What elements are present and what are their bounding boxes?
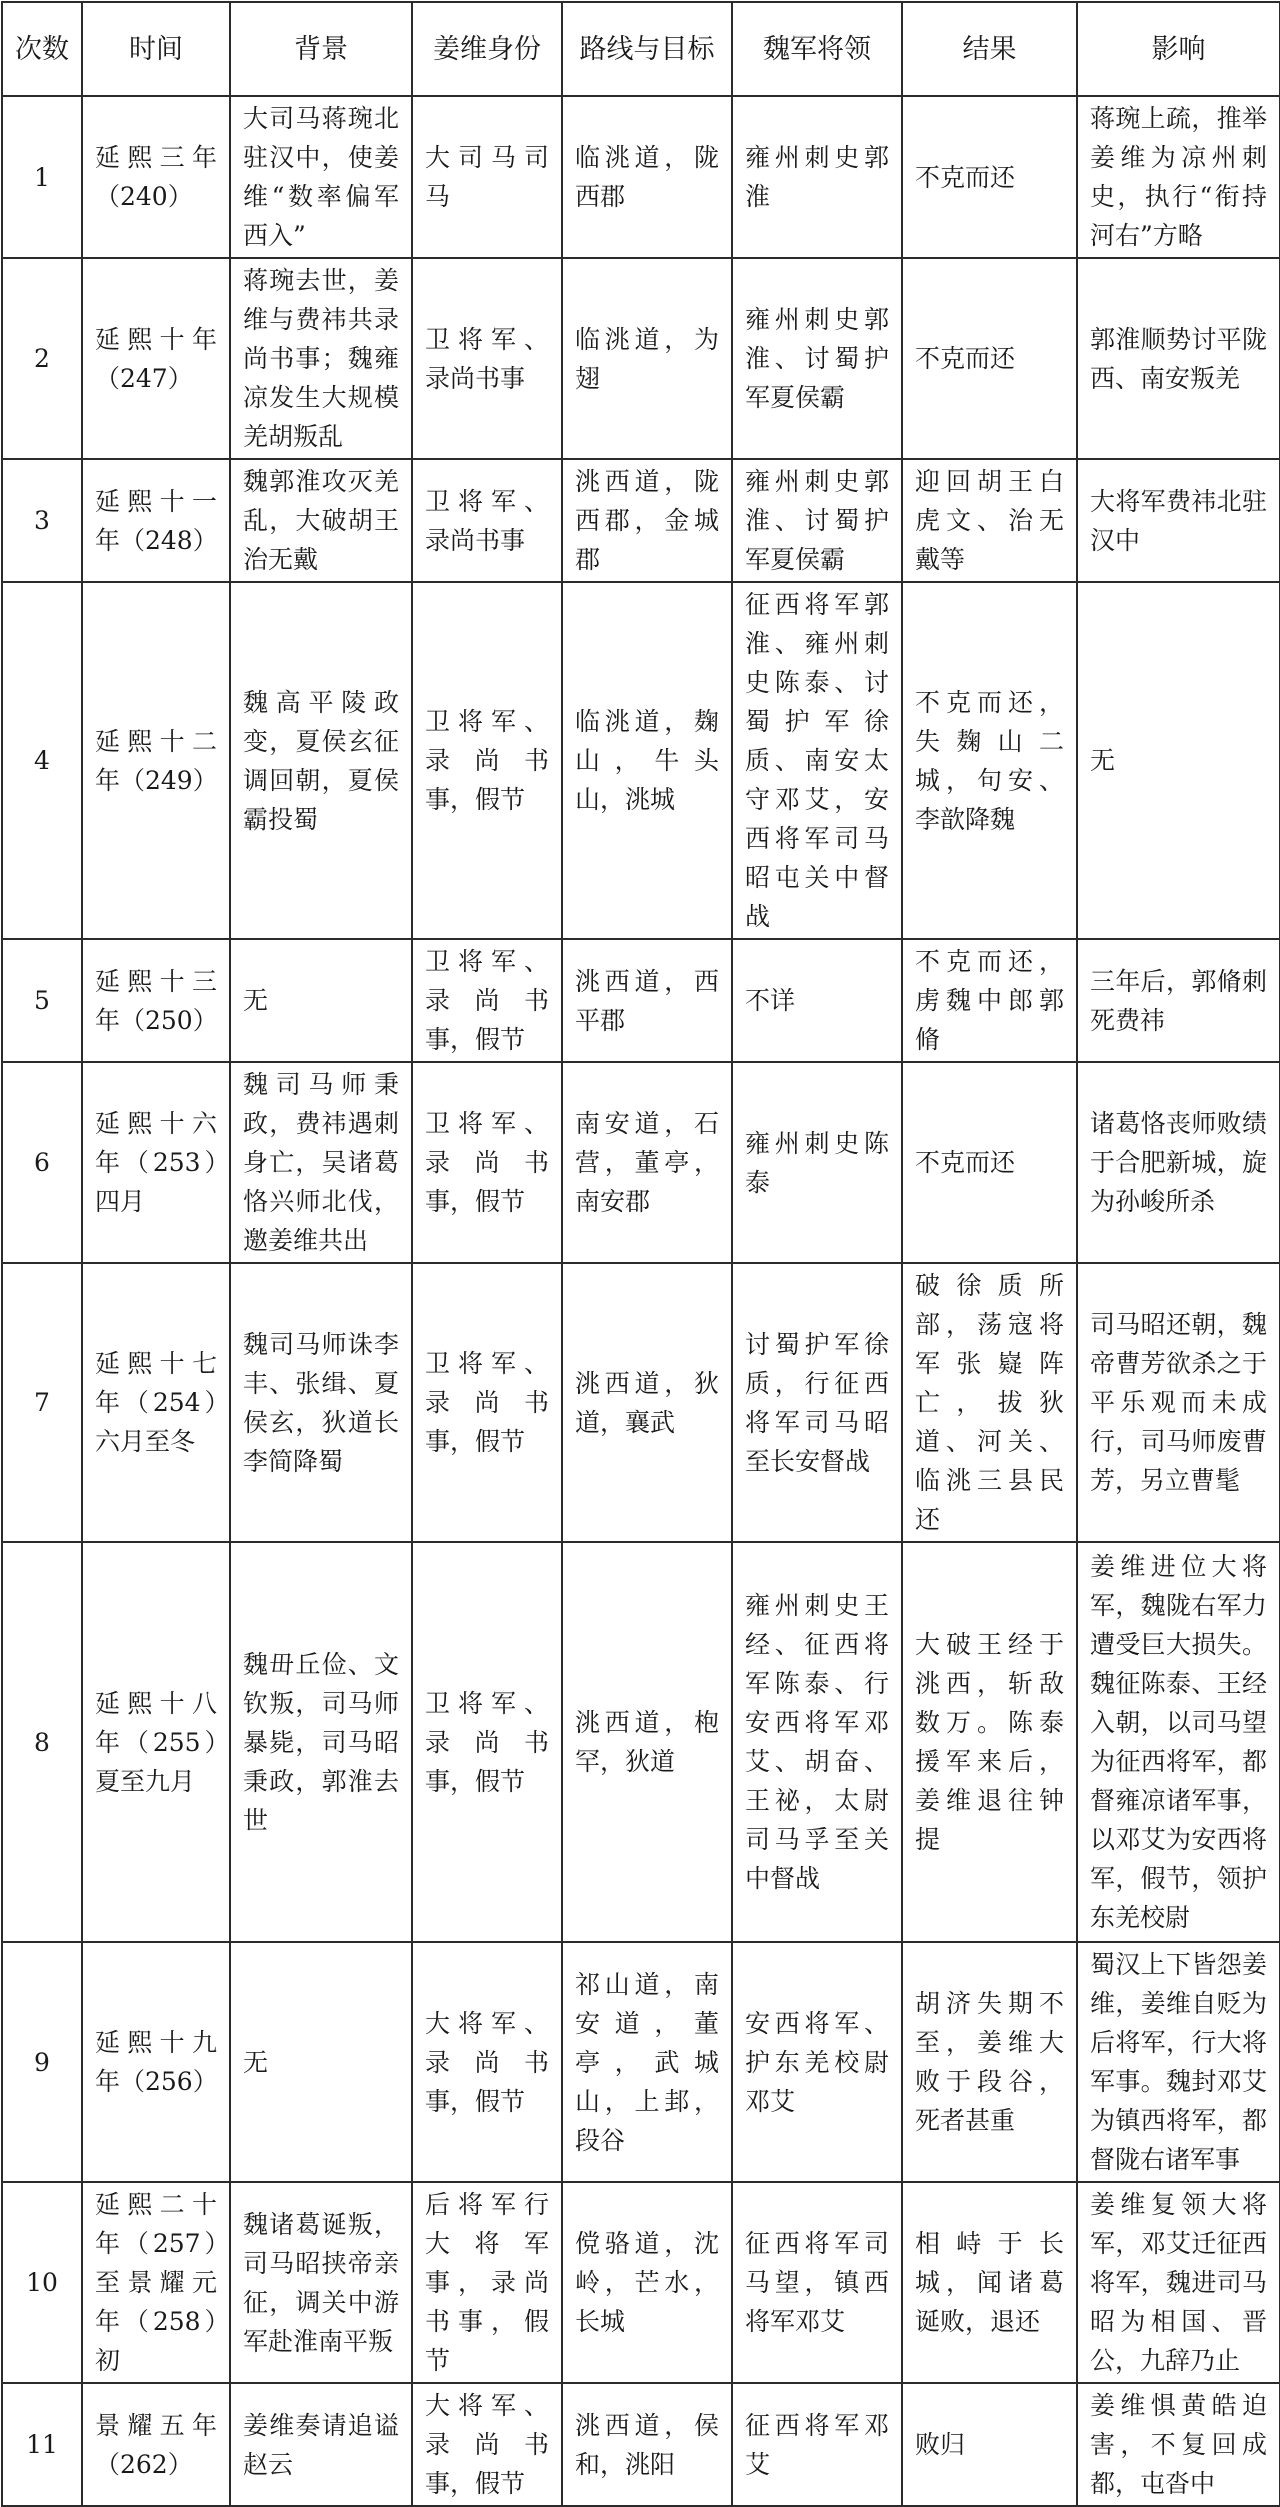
cell-rank: 大司马司马	[412, 96, 562, 258]
cell-time: 延熙十年（247）	[82, 258, 230, 459]
cell-impact: 大将军费祎北驻汉中	[1077, 459, 1280, 582]
cell-background: 魏诸葛诞叛，司马昭挟帝亲征，调关中游军赴淮南平叛	[230, 2182, 412, 2383]
table-row	[2, 2182, 1280, 2383]
cell-route: 洮西道，枹罕，狄道	[562, 1542, 732, 1942]
cell-impact: 司马昭还朝，魏帝曹芳欲杀之于平乐观而未成行，司马师废曹芳，另立曹髦	[1077, 1263, 1280, 1542]
cell-rank: 大将军、录尚书事，假节	[412, 1942, 562, 2182]
header-wei-generals: 魏军将领	[732, 2, 902, 96]
cell-time: 延熙十七年（254）六月至冬	[82, 1263, 230, 1542]
cell-result: 大破王经于洮西，斩敌数万。陈泰援军来后，姜维退往钟提	[902, 1542, 1077, 1942]
cell-impact: 蜀汉上下皆怨姜维，姜维自贬为后将军，行大将军事。魏封邓艾为镇西将军，都督陇右诸军事	[1077, 1942, 1280, 2182]
header-rank: 姜维身份	[412, 2, 562, 96]
cell-time: 延熙十八年（255）夏至九月	[82, 1542, 230, 1942]
cell-route: 祁山道，南安道，董亭，武城山，上邽，段谷	[562, 1942, 732, 2182]
cell-background: 魏司马师秉政，费祎遇刺身亡，吴诸葛恪兴师北伐，邀姜维共出	[230, 1062, 412, 1263]
cell-time: 延熙十一年（248）	[82, 459, 230, 582]
cell-wei-generals: 讨蜀护军徐质，行征西将军司马昭至长安督战	[732, 1263, 902, 1542]
cell-num: 6	[2, 1062, 82, 1263]
table-row	[2, 2383, 1280, 2506]
cell-num: 4	[2, 582, 82, 939]
cell-impact: 无	[1077, 582, 1280, 939]
cell-impact: 姜维惧黄皓迫害，不复回成都，屯沓中	[1077, 2383, 1280, 2506]
cell-route: 临洮道，为翅	[562, 258, 732, 459]
cell-rank: 卫将军、录尚书事，假节	[412, 939, 562, 1062]
jiang-wei-campaigns-table	[1, 1, 1280, 2507]
cell-background: 魏高平陵政变，夏侯玄征调回朝，夏侯霸投蜀	[230, 582, 412, 939]
cell-wei-generals: 不详	[732, 939, 902, 1062]
cell-wei-generals: 雍州刺史王经、征西将军陈泰、行安西将军邓艾、胡奋、王祕，太尉司马孚至关中督战	[732, 1542, 902, 1942]
cell-wei-generals: 征西将军郭淮、雍州刺史陈泰、讨蜀护军徐质、南安太守邓艾，安西将军司马昭屯关中督战	[732, 582, 902, 939]
header-num: 次数	[2, 2, 82, 96]
header-route: 路线与目标	[562, 2, 732, 96]
cell-result: 不克而还，失麹山二城，句安、李歆降魏	[902, 582, 1077, 939]
cell-impact: 三年后，郭脩刺死费祎	[1077, 939, 1280, 1062]
table-row	[2, 1942, 1280, 2182]
header-result: 结果	[902, 2, 1077, 96]
cell-impact: 姜维复领大将军，邓艾迁征西将军，魏进司马昭为相国、晋公，九辞乃止	[1077, 2182, 1280, 2383]
cell-time: 延熙二十年（257）至景耀元年（258）初	[82, 2182, 230, 2383]
table-row	[2, 582, 1280, 939]
cell-rank: 后将军行大将军事，录尚书事，假节	[412, 2182, 562, 2383]
cell-background: 蒋琬去世，姜维与费祎共录尚书事；魏雍凉发生大规模羌胡叛乱	[230, 258, 412, 459]
cell-num: 9	[2, 1942, 82, 2182]
table-row	[2, 1542, 1280, 1942]
cell-rank: 大将军、录尚书事，假节	[412, 2383, 562, 2506]
cell-route: 洮西道，西平郡	[562, 939, 732, 1062]
cell-result: 迎回胡王白虎文、治无戴等	[902, 459, 1077, 582]
cell-wei-generals: 雍州刺史郭淮、讨蜀护军夏侯霸	[732, 258, 902, 459]
cell-time: 景耀五年（262）	[82, 2383, 230, 2506]
cell-rank: 卫将军、录尚书事，假节	[412, 1542, 562, 1942]
cell-background: 姜维奏请追谥赵云	[230, 2383, 412, 2506]
cell-background: 魏毌丘俭、文钦叛，司马师暴毙，司马昭秉政，郭淮去世	[230, 1542, 412, 1942]
cell-num: 2	[2, 258, 82, 459]
cell-wei-generals: 雍州刺史郭淮、讨蜀护军夏侯霸	[732, 459, 902, 582]
table-row	[2, 258, 1280, 459]
cell-result: 不克而还	[902, 1062, 1077, 1263]
cell-rank: 卫将军、录尚书事	[412, 459, 562, 582]
cell-route: 临洮道，陇西郡	[562, 96, 732, 258]
cell-impact: 诸葛恪丧师败绩于合肥新城，旋为孙峻所杀	[1077, 1062, 1280, 1263]
header-background: 背景	[230, 2, 412, 96]
cell-result: 胡济失期不至，姜维大败于段谷，死者甚重	[902, 1942, 1077, 2182]
cell-route: 南安道，石营，董亭，南安郡	[562, 1062, 732, 1263]
cell-background: 无	[230, 1942, 412, 2182]
table-row	[2, 96, 1280, 258]
table-header-row	[2, 2, 1280, 96]
cell-time: 延熙十九年（256）	[82, 1942, 230, 2182]
cell-num: 3	[2, 459, 82, 582]
cell-background: 无	[230, 939, 412, 1062]
table-row	[2, 1062, 1280, 1263]
table-row	[2, 459, 1280, 582]
cell-result: 破徐质所部，荡寇将军张嶷阵亡，拔狄道、河关、临洮三县民还	[902, 1263, 1077, 1542]
cell-num: 7	[2, 1263, 82, 1542]
cell-rank: 卫将军、录尚书事	[412, 258, 562, 459]
cell-num: 5	[2, 939, 82, 1062]
cell-route: 洮西道，陇西郡，金城郡	[562, 459, 732, 582]
cell-time: 延熙十二年（249）	[82, 582, 230, 939]
cell-result: 败归	[902, 2383, 1077, 2506]
cell-route: 临洮道，麹山，牛头山，洮城	[562, 582, 732, 939]
cell-result: 相峙于长城，闻诸葛诞败，退还	[902, 2182, 1077, 2383]
cell-route: 傥骆道，沈岭，芒水，长城	[562, 2182, 732, 2383]
table-row	[2, 1263, 1280, 1542]
cell-rank: 卫将军、录尚书事，假节	[412, 582, 562, 939]
cell-impact: 郭淮顺势讨平陇西、南安叛羌	[1077, 258, 1280, 459]
cell-wei-generals: 雍州刺史陈泰	[732, 1062, 902, 1263]
cell-num: 11	[2, 2383, 82, 2506]
cell-time: 延熙十三年（250）	[82, 939, 230, 1062]
cell-route: 洮西道，侯和，洮阳	[562, 2383, 732, 2506]
cell-num: 8	[2, 1542, 82, 1942]
cell-impact: 姜维进位大将军，魏陇右军力遭受巨大损失。魏征陈泰、王经入朝，以司马望为征西将军，都督雍凉诸军事，以邓艾为安西将军，假节，领护东羌校尉	[1077, 1542, 1280, 1942]
cell-impact: 蒋琬上疏，推举姜维为凉州刺史，执行“衔持河右”方略	[1077, 96, 1280, 258]
cell-result: 不克而还，虏魏中郎郭脩	[902, 939, 1077, 1062]
cell-wei-generals: 征西将军邓艾	[732, 2383, 902, 2506]
cell-rank: 卫将军、录尚书事，假节	[412, 1062, 562, 1263]
cell-result: 不克而还	[902, 258, 1077, 459]
cell-wei-generals: 安西将军、护东羌校尉邓艾	[732, 1942, 902, 2182]
cell-route: 洮西道，狄道，襄武	[562, 1263, 732, 1542]
cell-time: 延熙三年（240）	[82, 96, 230, 258]
cell-background: 魏司马师诛李丰、张缉、夏侯玄，狄道长李简降蜀	[230, 1263, 412, 1542]
cell-wei-generals: 征西将军司马望，镇西将军邓艾	[732, 2182, 902, 2383]
cell-rank: 卫将军、录尚书事，假节	[412, 1263, 562, 1542]
cell-result: 不克而还	[902, 96, 1077, 258]
cell-num: 1	[2, 96, 82, 258]
table-row	[2, 939, 1280, 1062]
cell-time: 延熙十六年（253）四月	[82, 1062, 230, 1263]
cell-num: 10	[2, 2182, 82, 2383]
cell-background: 魏郭淮攻灭羌乱，大破胡王治无戴	[230, 459, 412, 582]
cell-wei-generals: 雍州刺史郭淮	[732, 96, 902, 258]
header-time: 时间	[82, 2, 230, 96]
header-impact: 影响	[1077, 2, 1280, 96]
cell-background: 大司马蒋琬北驻汉中，使姜维“数率偏军西入”	[230, 96, 412, 258]
